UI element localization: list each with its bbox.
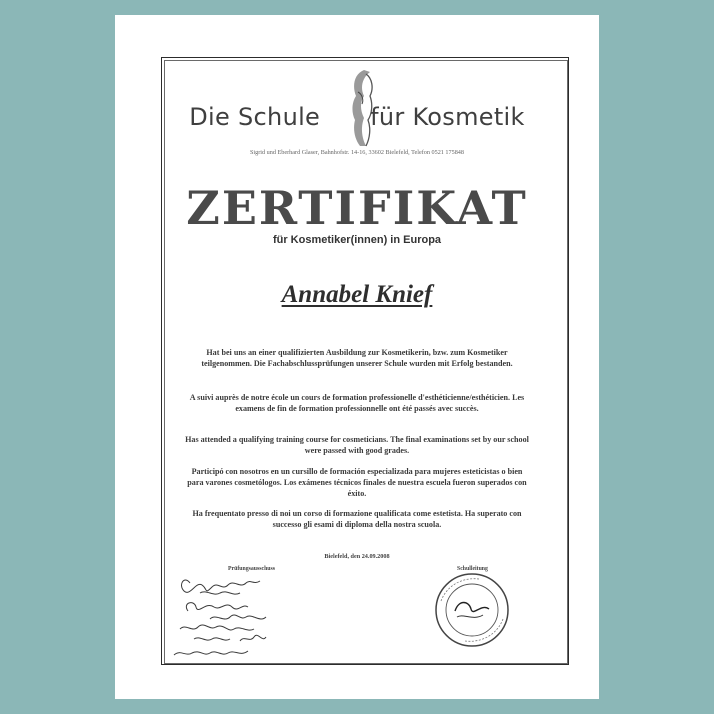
date-line: Bielefeld, den 24.09.2008 bbox=[324, 553, 390, 560]
school-address: Sigrid und Eberhard Glaser, Bahnhofstr. 14-16, 33602 Bielefeld, Telefon 0521 175848 bbox=[249, 149, 464, 156]
certificate-subtitle: für Kosmetiker(innen) in Europa bbox=[272, 234, 442, 246]
paragraph-german: Hat bei uns an einer qualifizierten Ausbildung zur Kosmetikerin, bzw. zum Kosmetiker teilgenommen. Die Fachabschlussprüfungen unserer Schule wurden mit Erfolg bestanden. bbox=[201, 348, 513, 368]
paragraph-french: A suivi auprès de notre école un cours de formation professionelle d'esthéticienne/esthéticien. Les examens de fin de formation professionnelle ont été passés avec succès. bbox=[189, 393, 525, 413]
paragraph-english: Has attended a qualifying training course for cosmeticians. The final examinations set by our school were passed with good grades. bbox=[185, 435, 529, 455]
paragraph-spanish: Participó con nosotros en un cursillo de formación especializada para mujeres esteticistas o bien para varones cosmetólogos. Los exámenes técnicos finales de nuestra escuela fueron superados con éxito. bbox=[187, 467, 527, 498]
committee-signatures-icon bbox=[170, 571, 310, 661]
school-seal-icon bbox=[433, 571, 511, 649]
committee-label: Prüfungsausschuss bbox=[228, 566, 276, 572]
certificate-title: ZERTIFIKAT bbox=[186, 181, 528, 235]
paragraph-italian: Ha frequentato presso di noi un corso di formazione qualificata come estetista. Ha superato con successo gli esami di diploma della nostra scuola. bbox=[192, 509, 522, 529]
school-name: Die Schule für Kosmetik bbox=[189, 103, 525, 131]
management-label: Schulleitung bbox=[457, 566, 488, 572]
certificate-page bbox=[115, 15, 599, 699]
recipient-name: Annabel Knief bbox=[281, 281, 433, 308]
